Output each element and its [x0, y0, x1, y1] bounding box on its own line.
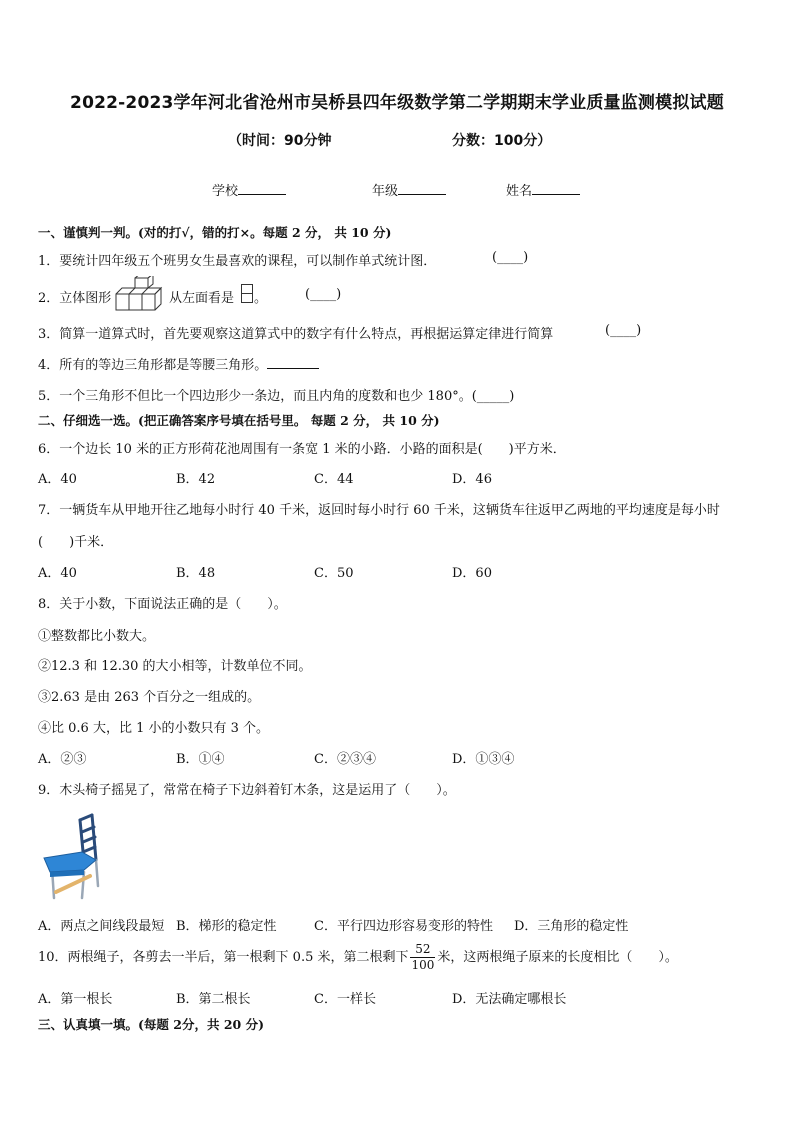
- exam-title: 2022-2023学年河北省沧州市吴桥县四年级数学第二学期期末学业质量监测模拟试题: [70, 93, 724, 113]
- grade-field: [372, 180, 446, 199]
- q10-prefix: 10．两根绳子，各剪去一半后，第一根剩下 0.5 米，第二根剩下: [38, 950, 409, 965]
- school-label: 学校: [212, 184, 239, 199]
- q7-option-c[interactable]: C．50: [314, 566, 354, 581]
- q2-answer-paren[interactable]: (____): [305, 287, 342, 302]
- question-10: [38, 941, 678, 975]
- q6-option-a[interactable]: A．40: [38, 472, 77, 487]
- cube-solid-figure: [115, 276, 169, 312]
- question-2: [38, 287, 111, 306]
- q9-option-d[interactable]: D．三角形的稳定性: [514, 919, 629, 934]
- q8-option-a[interactable]: A．②③: [38, 752, 87, 767]
- question-1: [38, 250, 436, 269]
- left-view-figure: [241, 284, 254, 304]
- question-9: 9．木头椅子摇晃了，常常在椅子下边斜着钉木条，这是运用了（ ）。: [38, 783, 456, 798]
- q10-option-a[interactable]: A．第一根长: [38, 992, 113, 1007]
- name-label: 姓名: [506, 184, 533, 199]
- q8-option-c[interactable]: C．②③④: [314, 752, 376, 767]
- question-8: 8．关于小数，下面说法正确的是（ ）。: [38, 597, 287, 612]
- q2-prefix: 2．立体图形: [38, 291, 112, 306]
- q7-option-b[interactable]: B．48: [176, 566, 216, 581]
- question-3: 3．简算一道算式时，首先要观察这道算式中的数字有什么特点，再根据运算定律进行简算: [38, 327, 554, 342]
- grade-label: 年级: [372, 184, 399, 199]
- school-blank[interactable]: [238, 181, 286, 195]
- q9-option-a[interactable]: A．两点之间线段最短: [38, 919, 165, 934]
- q10-fraction-numerator: 52: [410, 942, 435, 958]
- q8-statement-4: ④比 0.6 大，比 1 小的小数只有 3 个。: [38, 721, 270, 736]
- exam-time: （时间：90分钟: [228, 133, 332, 149]
- q3-answer-paren[interactable]: (____): [605, 323, 642, 338]
- q2-suffix: 。: [254, 291, 268, 306]
- q8-statement-3: ③2.63 是由 263 个百分之一组成的。: [38, 690, 261, 705]
- q7-option-a[interactable]: A．40: [38, 566, 77, 581]
- question-5: [38, 385, 514, 404]
- question-7-line1: 7．一辆货车从甲地开往乙地每小时行 40 千米，返回时每小时行 60 千米，这辆货车往返甲乙两地的平均速度是每小时: [38, 503, 720, 518]
- q1-text: 1．要统计四年级五个班男女生最喜欢的课程，可以制作单式统计图．: [38, 254, 437, 269]
- question-4: [38, 354, 319, 373]
- section2-heading: 二、仔细选一选。(把正确答案序号填在括号里。 每题 2 分， 共 10 分): [38, 413, 440, 428]
- q5-text: 5．一个三角形不但比一个四边形少一条边，而且内角的度数和也少 180°。: [38, 389, 472, 404]
- q7-option-d[interactable]: D．60: [452, 566, 492, 581]
- school-field: [212, 180, 286, 199]
- q10-suffix: 米，这两根绳子原来的长度相比（ ）。: [437, 950, 678, 965]
- q8-option-d[interactable]: D．①③④: [452, 752, 515, 767]
- q6-option-d[interactable]: D．46: [452, 472, 492, 487]
- q5-answer-paren[interactable]: (_____): [471, 389, 515, 404]
- q10-option-c[interactable]: C．一样长: [314, 992, 376, 1007]
- section1-heading: 一、谨慎判一判。(对的打√，错的打×。每题 2 分， 共 10 分): [38, 225, 392, 240]
- q10-option-b[interactable]: B．第二根长: [176, 992, 251, 1007]
- q10-fraction-denominator: 100: [411, 958, 435, 972]
- q10-fraction: [410, 942, 435, 973]
- section3-heading: 三、认真填一填。(每题 2分，共 20 分): [38, 1017, 264, 1032]
- q8-statement-1: ①整数都比小数大。: [38, 629, 156, 644]
- q4-text: 4．所有的等边三角形都是等腰三角形。: [38, 358, 268, 373]
- q6-option-b[interactable]: B．42: [176, 472, 216, 487]
- q8-option-b[interactable]: B．①④: [176, 752, 225, 767]
- question-7-line2: ( )千米．: [38, 535, 114, 550]
- question-6: 6．一个边长 10 米的正方形荷花池周围有一条宽 1 米的小路．小路的面积是( )平方米．: [38, 442, 566, 457]
- q4-answer-blank[interactable]: [267, 368, 319, 369]
- q9-option-b[interactable]: B．梯形的稳定性: [176, 919, 277, 934]
- exam-score: 分数：100分）: [452, 133, 552, 149]
- name-field: [506, 180, 580, 199]
- q2-mid: 从左面看是: [169, 291, 235, 306]
- q10-option-d[interactable]: D．无法确定哪根长: [452, 992, 567, 1007]
- q1-answer-paren[interactable]: (____): [492, 250, 529, 265]
- name-blank[interactable]: [532, 181, 580, 195]
- q8-statement-2: ②12.3 和 12.30 的大小相等，计数单位不同。: [38, 659, 312, 674]
- chair-illustration: [40, 812, 104, 900]
- q6-option-c[interactable]: C．44: [314, 472, 354, 487]
- q9-option-c[interactable]: C．平行四边形容易变形的特性: [314, 919, 493, 934]
- grade-blank[interactable]: [398, 181, 446, 195]
